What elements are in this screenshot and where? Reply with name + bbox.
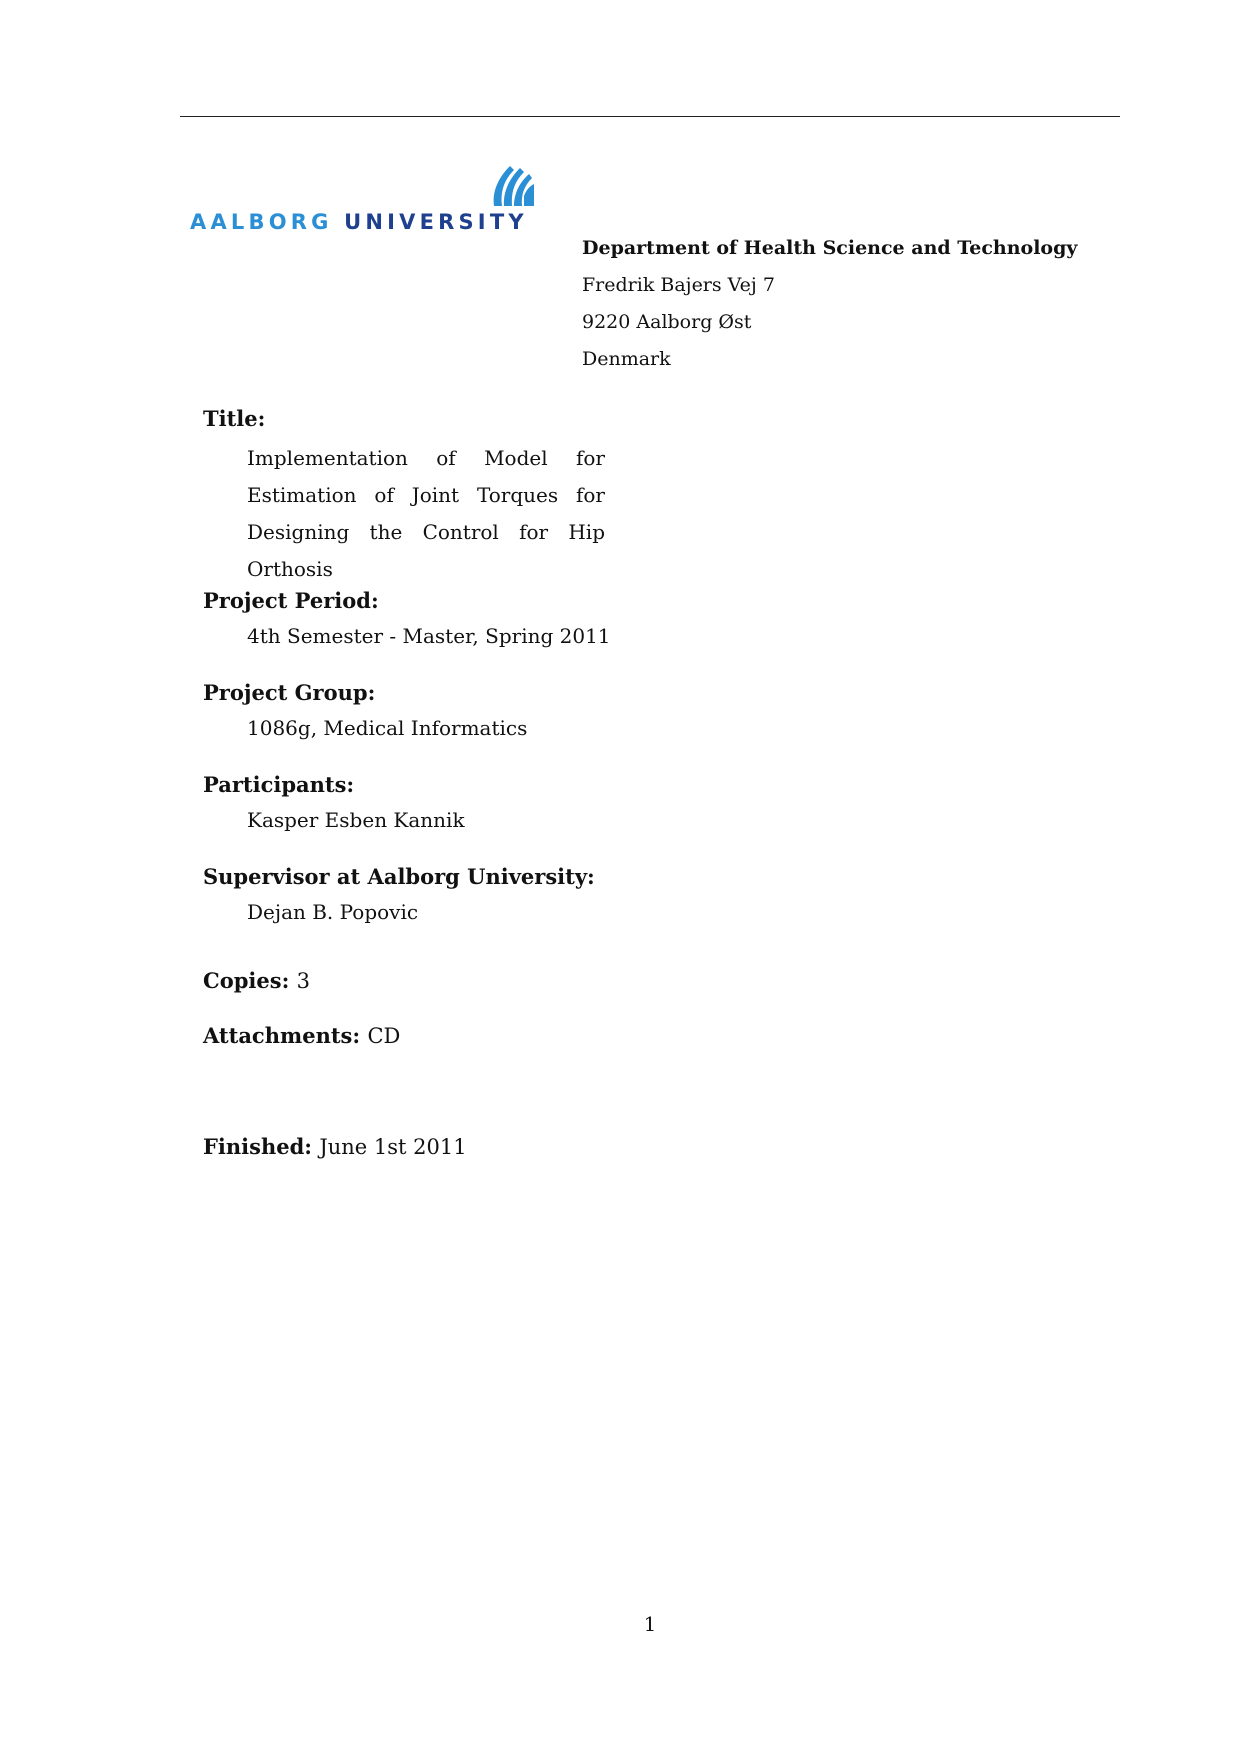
city-address: 9220 Aalborg Øst (582, 311, 752, 333)
copies-row (203, 968, 310, 993)
supervisor-value: Dejan B. Popovic (247, 900, 419, 924)
top-rule (180, 116, 1120, 117)
project-group-value: 1086g, Medical Informatics (247, 716, 528, 740)
logo-word-university: UNIVERSITY (344, 210, 528, 234)
address-block (582, 230, 1077, 378)
department-name: Department of Health Science and Technology (582, 237, 1078, 259)
university-logo (190, 162, 570, 236)
country: Denmark (582, 348, 671, 370)
logo-word-aalborg: AALBORG (190, 210, 333, 234)
attachments-value: CD (367, 1024, 401, 1048)
supervisor-label: Supervisor at Aalborg University: (203, 864, 595, 889)
copies-label: Copies: (203, 968, 290, 993)
finished-value: June 1st 2011 (319, 1135, 467, 1159)
finished-row (203, 1134, 467, 1159)
copies-value: 3 (296, 969, 311, 993)
waves-logo-icon (488, 162, 536, 208)
page-number: 1 (643, 1612, 657, 1636)
project-group-label: Project Group: (203, 680, 376, 705)
title-label: Title: (203, 406, 266, 431)
title-value: Implementation of Model for Estimation of Joint Torques for Designing the Control for Hip Orthosis (247, 446, 605, 581)
attachments-label: Attachments: (203, 1023, 361, 1048)
participants-label: Participants: (203, 772, 355, 797)
participants-value: Kasper Esben Kannik (247, 808, 465, 832)
logo-wordmark (190, 212, 528, 233)
finished-label: Finished: (203, 1134, 313, 1159)
project-period-value: 4th Semester - Master, Spring 2011 (247, 624, 611, 648)
street-address: Fredrik Bajers Vej 7 (582, 274, 775, 296)
attachments-row (203, 1023, 400, 1048)
project-period-label: Project Period: (203, 588, 379, 613)
